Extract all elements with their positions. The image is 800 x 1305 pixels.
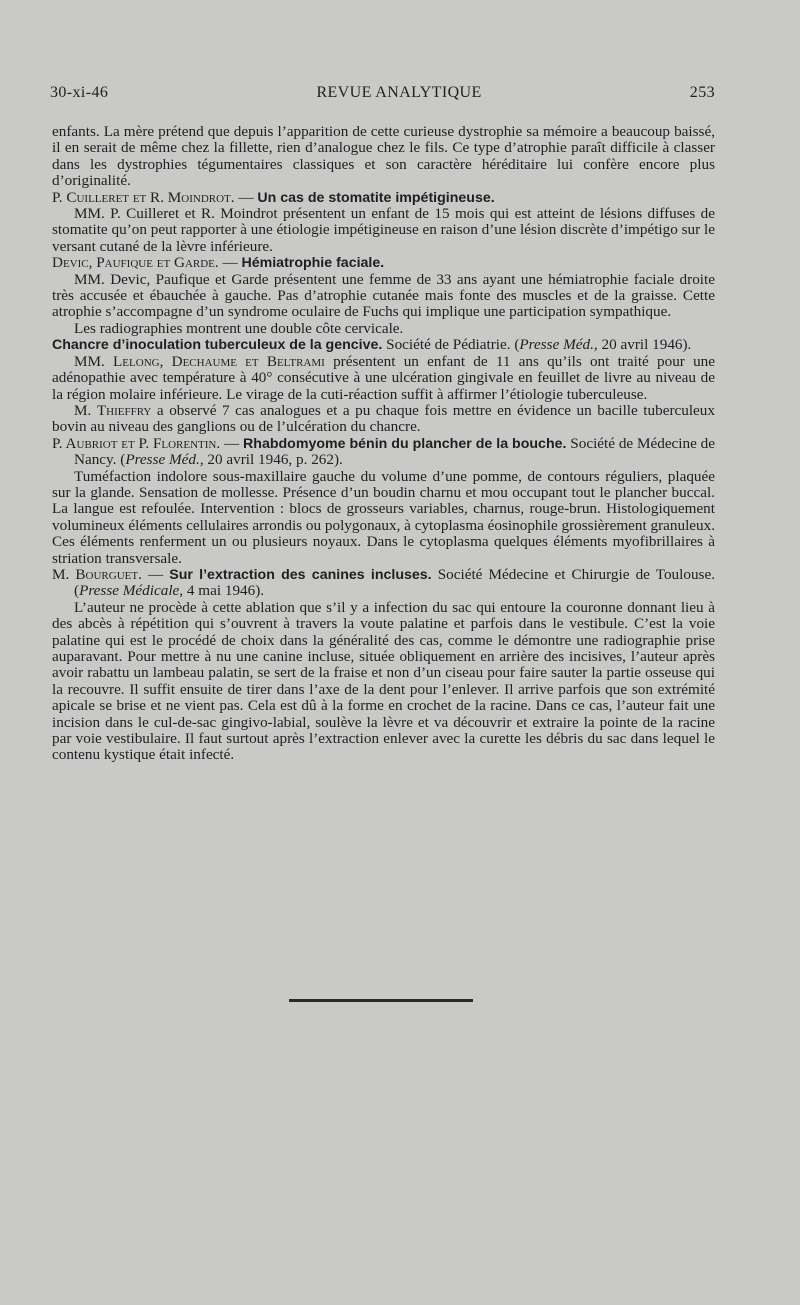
entry-stomatite-heading bbox=[52, 190, 715, 206]
entry-title: Chancre d’inoculation tuberculeux de la gencive. bbox=[52, 337, 383, 354]
entry-journal: Presse Méd., bbox=[125, 451, 204, 469]
entry-rhabdomyome-body: Tuméfaction indolore sous-maxillaire gauche du volume d’une pomme, de contours réguliers, plaquée sur la glande. Sensation de mollesse. Présence d’un boudin charnu et mou occupant tout le plancher buccal. La langue est refoulée. Intervention : blocs de grosseurs variables, charnus, rouge-brun. Histologiquement volumineux éléments cellulaires arrondis ou polygonaux, à cytoplasma éosinophile grossièrement granuleux. Ces éléments renferment un ou plusieurs noyaux. Dans le cytoplasma quelques éléments myofibrillaires à striation transversale. bbox=[52, 467, 716, 567]
running-header bbox=[50, 84, 715, 102]
body-prefix: M. bbox=[74, 401, 97, 419]
entry-source-date: 4 mai 1946). bbox=[183, 582, 265, 600]
entry-title: Sur l’extraction des canines incluses. bbox=[169, 566, 432, 583]
entry-source-date: 20 avril 1946). bbox=[597, 336, 692, 354]
entry-source: Société de Médecine de Nancy. ( bbox=[74, 434, 716, 469]
body-prefix: MM. bbox=[74, 352, 114, 370]
body-author: Thieffry bbox=[96, 401, 152, 419]
entry-authors: M. Bourguet. — bbox=[52, 565, 164, 583]
continued-paragraph: enfants. La mère prétend que depuis l’apparition de cette curieuse dystrophie sa mémoire a beaucoup baissé, il en serait de même chez la fillette, rien d’analogue chez le fils. Ce type d’atrophie paraît difficile à classer dans les dystrophies tégumentaires classiques et son caractère héréditaire lui confère encore plus d’originalité. bbox=[52, 123, 715, 190]
header-journal-title: REVUE ANALYTIQUE bbox=[316, 84, 482, 101]
entry-stomatite-body: MM. P. Cuilleret et R. Moindrot présentent un enfant de 15 mois qui est atteint de lésions diffuses de stomatite qu’on peut rapporter à une étiologie impétigineuse en raison d’une lésion discrète d’impétigo sur le versant cutané de la lèvre inférieure. bbox=[52, 205, 715, 255]
entry-canines-body: L’auteur ne procède à cette ablation que s’il y a infection du sac qui entoure la couronne donnant lieu à des abcès à répétition qui s’ouvrent à travers la voute palatine et parfois dans le vestibule. C’est la voie palatine qui est le procédé de choix dans la généralité des cas, comme le démontre une radiographie prise auparavant. Pour mettre à nu une canine incluse, située obliquement en arrière des incisives, l’auteur après avoir rabattu un lambeau palatin, se sert de la fraise et non d’un ciseau pour faire sauter la partie osseuse qui la recouvre. Il suffit ensuite de tirer dans l’axe de la dent pour l’enlever. Il arrive parfois que son extrémité apicale se brise et ne vient pas. Cela est dû à la forme en crochet de la racine. Dans ce cas, l’auteur fait une incision dans le cul-de-sac gingivo-labial, soulève la lèvre et va découvrir et extraire la pointe de la racine par voie vestibulaire. Il faut surtout après l’extraction enlever avec la curette les débris du sac dans lequel le contenu kystique était infecté. bbox=[52, 598, 715, 764]
article-body bbox=[52, 124, 715, 764]
entry-source: Société Médecine et Chirurgie de Toulouse. ( bbox=[74, 565, 715, 600]
entry-canines-heading bbox=[52, 567, 715, 600]
entry-authors: Devic, Paufique et Garde. — bbox=[52, 254, 238, 272]
entry-chancre-body-2 bbox=[52, 403, 715, 436]
entry-hemiatrophie-body: MM. Devic, Paufique et Garde présentent une femme de 33 ans ayant une hémiatrophie faciale droite très accusée et ébauchée à gauche. Pas d’atrophie cutanée mais fonte des muscles et de la graisse. Cette atrophie s’accompagne d’un syndrome oculaire de Fuchs qui implique une participation sympathique. bbox=[52, 270, 715, 321]
entry-source-date: 20 avril 1946, p. 262). bbox=[203, 451, 343, 469]
entry-rhabdomyome-heading bbox=[52, 436, 715, 469]
entry-authors: P. Cuilleret et R. Moindrot. — bbox=[52, 188, 254, 206]
entry-authors: P. Aubriot et P. Florentin. — bbox=[52, 434, 240, 452]
entry-title: Un cas de stomatite impétigineuse. bbox=[257, 189, 495, 206]
body-authors: Lelong, Dechaume et Beltrami bbox=[113, 352, 325, 370]
entry-source: Société de Pédiatrie. ( bbox=[382, 336, 520, 354]
body-text: présentent un enfant de 11 ans qu’ils ont traité pour une adénopathie avec température à 40° consécutive à une ulcération gingivale en feuillet de livre au niveau de la région molaire inférieure. Le virage de la cuti-réaction suffit à affirmer l’étiologie tuberculeuse. bbox=[52, 352, 715, 403]
entry-hemiatrophie-body-2: Les radiographies montrent une double côte cervicale. bbox=[74, 319, 404, 337]
entry-chancre-heading bbox=[52, 337, 715, 353]
entry-journal: Presse Médicale, bbox=[79, 582, 184, 600]
entry-hemiatrophie-heading bbox=[52, 255, 715, 271]
body-text: a observé 7 cas analogues et a pu chaque fois mettre en évidence un bacille tuberculeux bovin au niveau des ganglions ou de l’ulcération du chancre. bbox=[52, 401, 715, 436]
entry-journal: Presse Méd., bbox=[519, 336, 598, 354]
header-page-number: 253 bbox=[689, 84, 715, 101]
section-divider bbox=[289, 999, 473, 1002]
entry-chancre-body bbox=[52, 354, 715, 403]
entry-title: Rhabdomyome bénin du plancher de la bouche. bbox=[243, 435, 567, 452]
entry-title: Hémiatrophie faciale. bbox=[241, 255, 385, 272]
header-date: 30-xi-46 bbox=[50, 84, 109, 101]
